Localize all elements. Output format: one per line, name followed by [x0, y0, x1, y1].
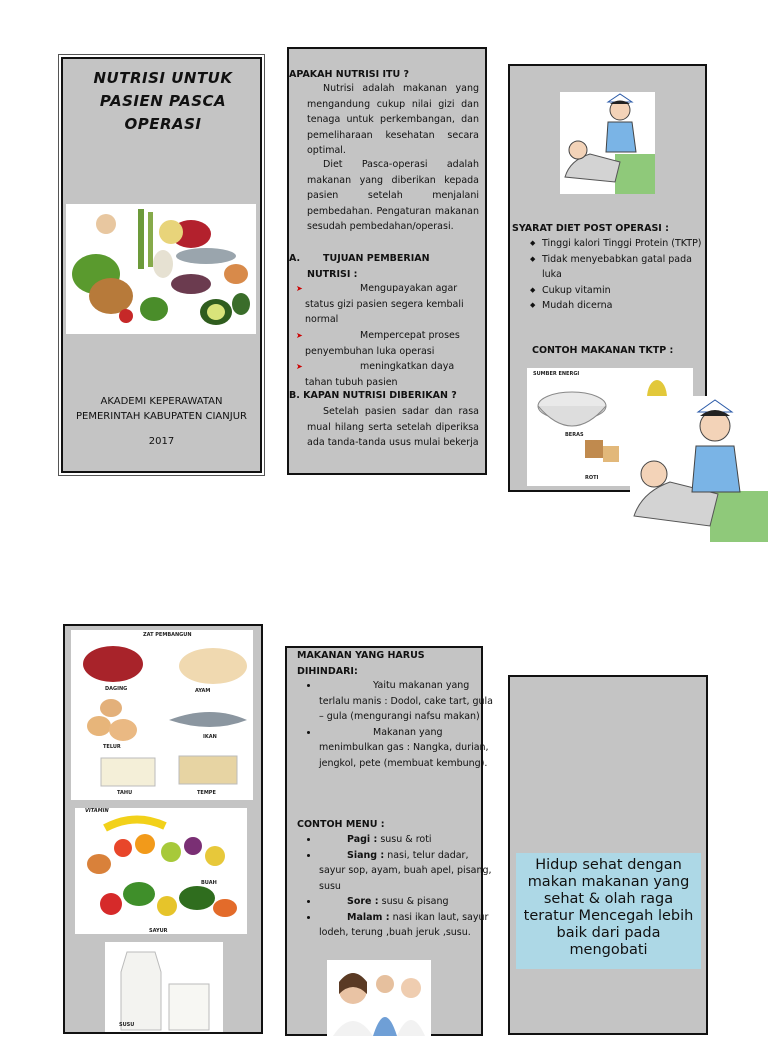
list-item: • Makanan yang menimbulkan gas : Nangka, durian, jengkol, pete (membuat kembung).: [319, 725, 494, 772]
diet-requirements-list: [512, 236, 714, 314]
chicken-label: AYAM: [195, 688, 211, 694]
goal-item-1: ➤ Mengupayakan agar status gizi pasien segera kembali normal: [296, 283, 464, 325]
tofu-label: TAHU: [117, 790, 133, 796]
fish-label: IKAN: [203, 734, 217, 740]
list-item: ◆ Cukup vitamin: [524, 283, 714, 299]
list-item: ◆ Mudah dicerna: [524, 298, 714, 314]
cover-title: NUTRISI UNTUK PASIEN PASCA OPERASI: [93, 69, 233, 133]
definition-text: Nutrisi adalah makanan yang mengandung cukup nilai gizi dan tenaga untuk perkembangan, dan pemeliharaan kesehatan secara optimal.: [307, 83, 479, 156]
list-item: ◆ Tidak menyebabkan gatal pada luka: [524, 252, 714, 283]
section-b-title: B. KAPAN NUTRISI DIBERIKAN ?: [289, 390, 457, 401]
section-b-text: Setelah pasien sadar dan rasa mual hilang serta setelah diperiksa ada tanda-tanda usus mulai bekerja: [307, 406, 479, 448]
arrow-bullet-icon: ➤: [296, 331, 303, 340]
diet-requirements-title: SYARAT DIET POST OPERASI :: [512, 223, 669, 234]
menu-item-pagi: • Pagi : susu & roti: [319, 832, 494, 848]
menu-panel: [285, 646, 493, 1036]
tktp-examples-title: CONTOH MAKANAN TKTP :: [532, 345, 674, 356]
slogan-panel: [508, 675, 708, 1035]
menu-example-title: CONTOH MENU :: [297, 819, 385, 830]
cover-institution-2: PEMERINTAH KABUPATEN CIANJUR: [76, 411, 247, 422]
protein-foods-image: [71, 630, 253, 800]
nurse-patient-image: [560, 92, 655, 194]
list-item: ◆ Tinggi kalori Tinggi Protein (TKTP): [524, 236, 714, 252]
menu-item-malam: • Malam : nasi ikan laut, sayur lodeh, terung ,buah jeruk ,susu.: [319, 910, 494, 941]
nurse-patient-large-image: [630, 396, 768, 542]
vegetable-label: SAYUR: [149, 928, 168, 934]
energy-label: SUMBER ENERGI: [533, 371, 580, 377]
menu-list: [303, 832, 494, 941]
foods-to-avoid-title: MAKANAN YANG HARUS DIHINDARI:: [297, 650, 425, 677]
food-groups-panel: [63, 624, 263, 1034]
menu-item-sore: • Sore : susu & pisang: [319, 894, 494, 910]
goal-item-3: ➤ meningkatkan daya tahan tubuh pasien: [296, 361, 455, 388]
goal-item-2: ➤ Mempercepat proses penyembuhan luka operasi: [296, 330, 460, 357]
cover-year: 2017: [148, 436, 175, 447]
protein-label: ZAT PEMBANGUN: [143, 632, 192, 638]
egg-label: TELUR: [103, 744, 121, 750]
diet-text: Diet Pasca-operasi adalah makanan yang diberikan kepada pasien setelah menjalani pembedahan. Pengaturan makanan sesudah pembedahan/operasi.: [307, 159, 479, 232]
bread-label: ROTI: [585, 475, 599, 481]
what-is-nutrition-heading: APAKAH NUTRISI ITU ?: [289, 69, 409, 80]
section-a-title: TUJUAN PEMBERIAN NUTRISI :: [307, 253, 430, 280]
cover-institution-1: AKADEMI KEPERAWATAN: [100, 396, 223, 407]
info-panel: [287, 47, 487, 475]
arrow-bullet-icon: ➤: [296, 362, 303, 371]
tempeh-label: TEMPE: [197, 790, 216, 796]
list-item: • Yaitu makanan yang terlalu manis : Dodol, cake tart, gula – gula (mengurangi nafsu makan): [319, 678, 494, 725]
fruit-label: BUAH: [201, 880, 217, 886]
arrow-bullet-icon: ➤: [296, 284, 303, 293]
vitamin-label: VITAMIN: [85, 808, 109, 814]
menu-item-siang: • Siang : nasi, telur dadar, sayur sop, ayam, buah apel, pisang, susu: [319, 848, 494, 895]
section-a-letter: A.: [289, 253, 301, 264]
rice-label: BERAS: [565, 432, 584, 438]
cover-food-image: [66, 204, 256, 334]
meat-label: DAGING: [105, 686, 128, 692]
slogan-box: [516, 853, 701, 969]
foods-to-avoid-list: [303, 678, 494, 771]
milk-label: SUSU: [119, 1022, 135, 1028]
slogan-text: Hidup sehat dengan makan makanan yang sehat & olah raga teratur Mencegah lebih baik dari pada mengobati: [523, 857, 694, 958]
vitamin-foods-image: [75, 808, 247, 934]
cover-panel: [61, 57, 262, 473]
medical-staff-image: [327, 960, 431, 1036]
milk-image: [105, 942, 223, 1032]
